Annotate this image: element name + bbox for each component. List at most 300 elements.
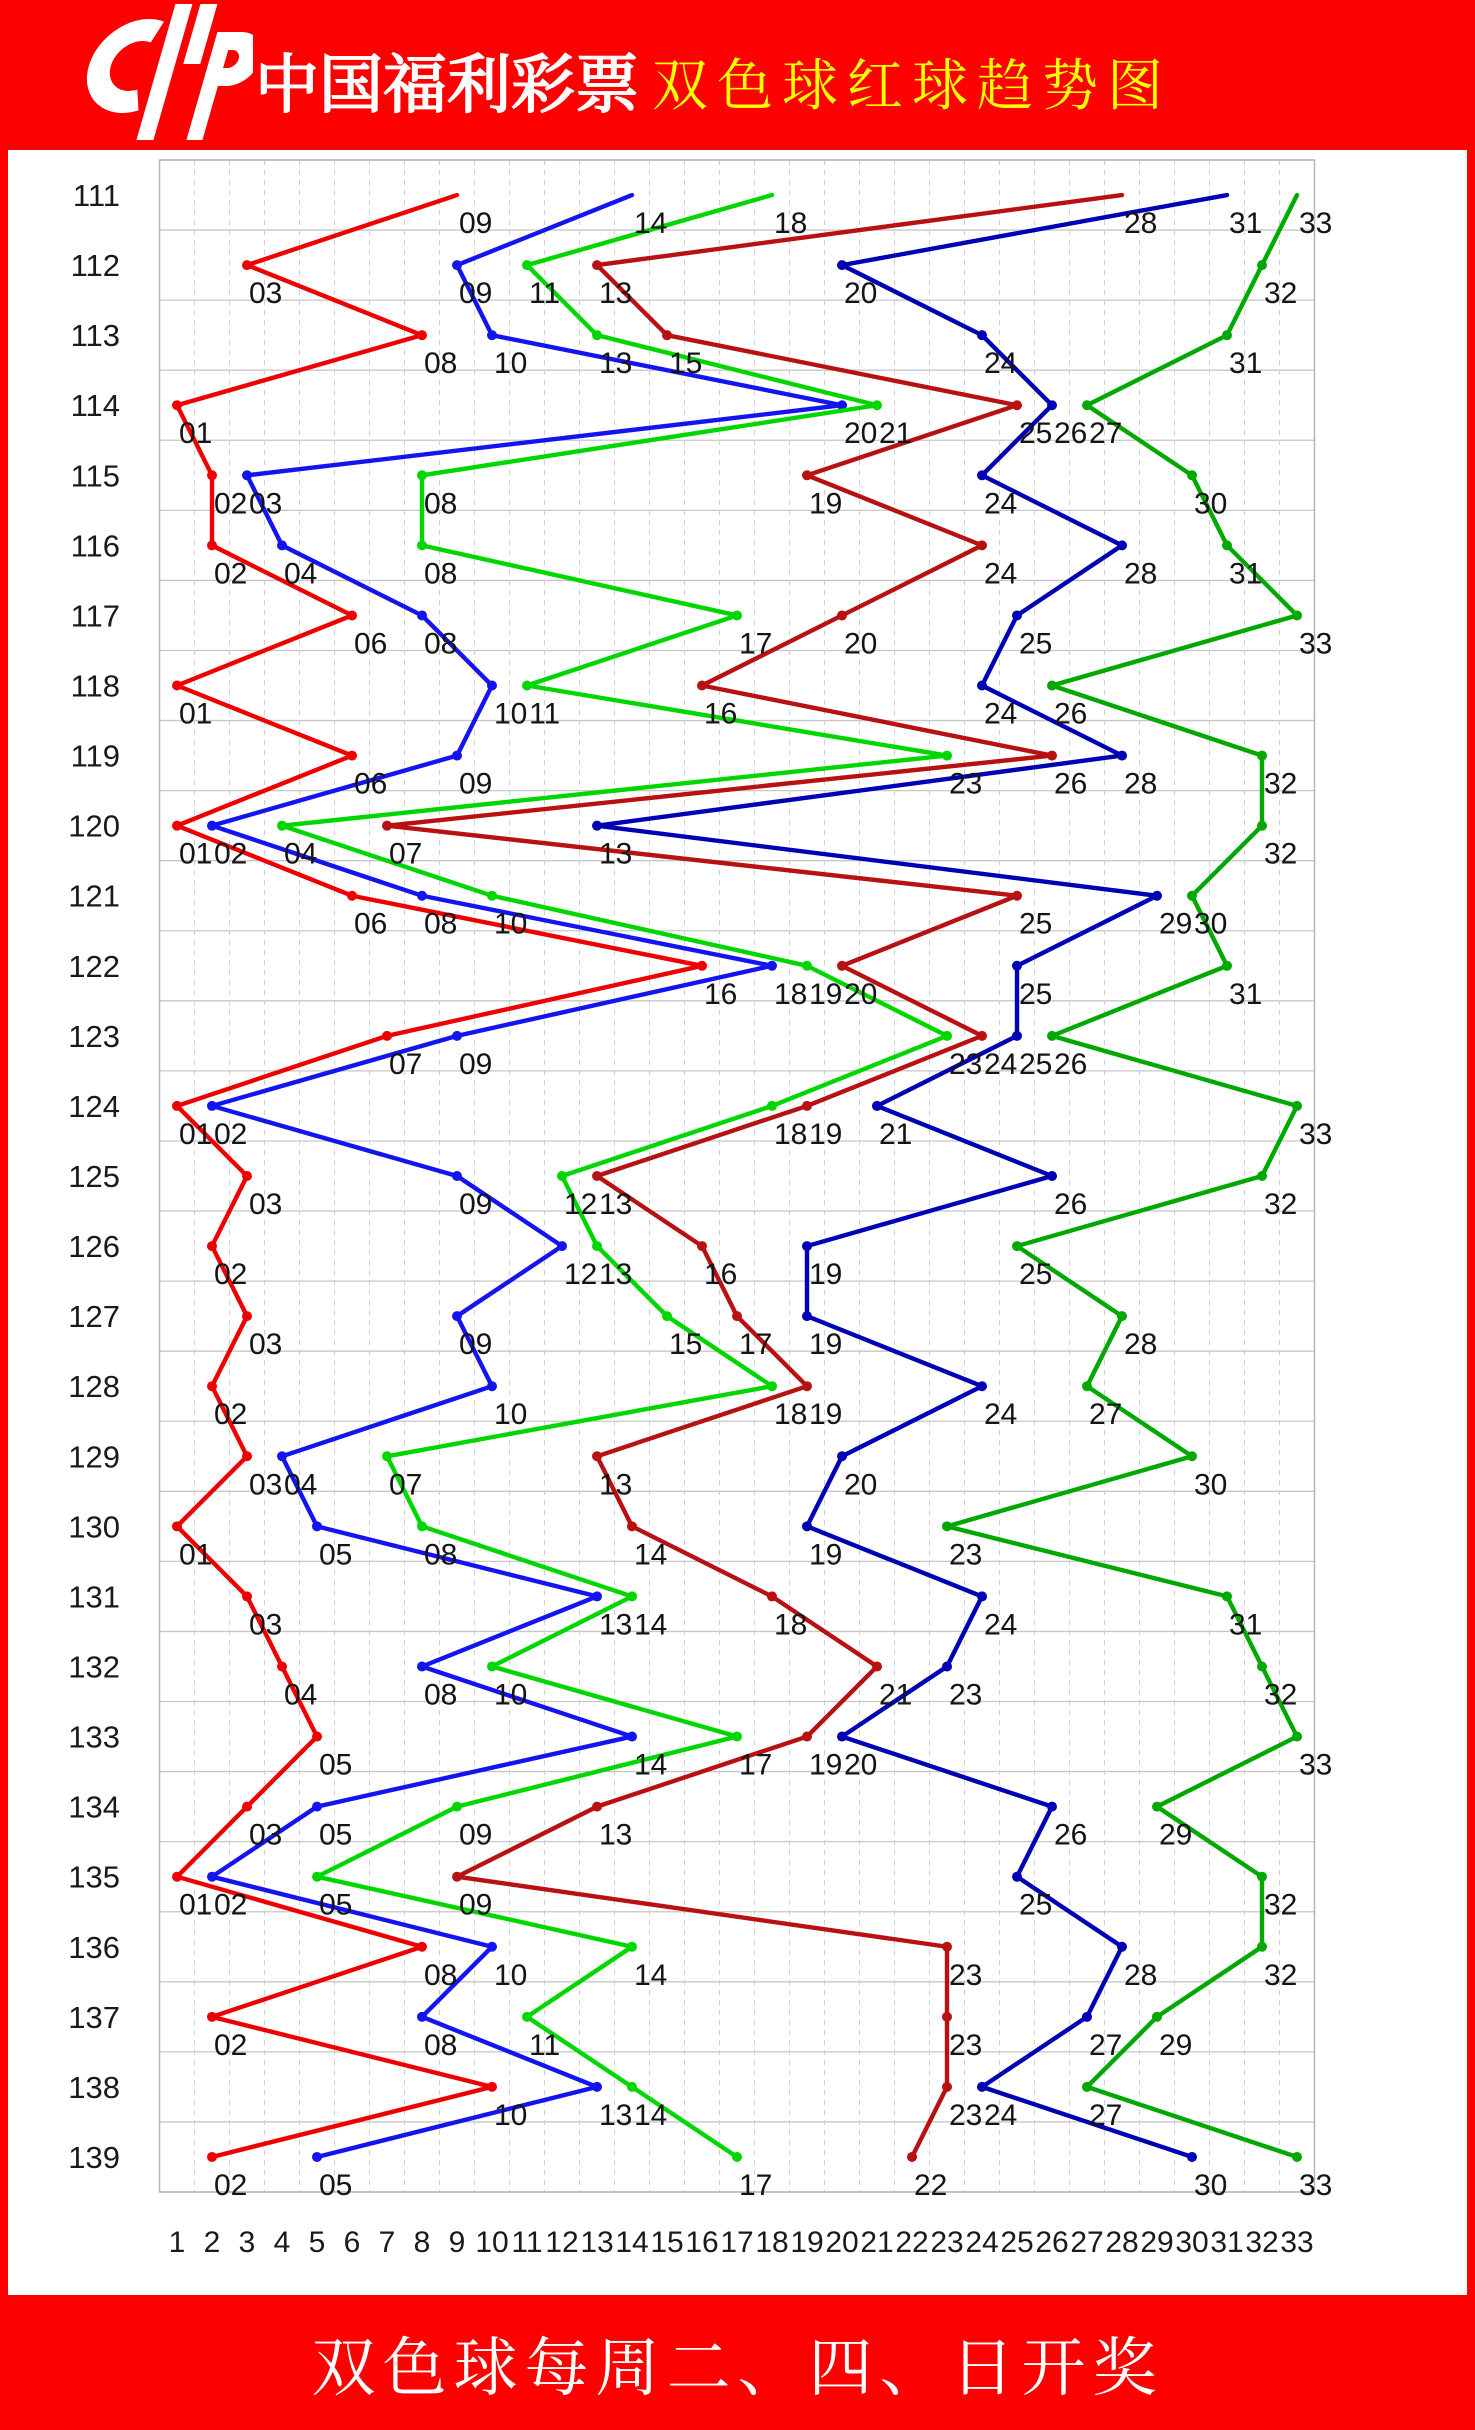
point-marker [1187, 1451, 1197, 1461]
point-marker [942, 1521, 952, 1531]
point-label: 14 [634, 207, 668, 241]
point-marker [1117, 540, 1127, 550]
point-marker [452, 1802, 462, 1812]
point-marker [312, 2152, 322, 2162]
point-label: 14 [634, 1958, 668, 1992]
point-marker [242, 470, 252, 480]
point-label: 02 [214, 2168, 248, 2202]
point-label: 24 [984, 697, 1018, 731]
period-label: 130 [68, 1509, 120, 1545]
point-marker [732, 2152, 742, 2162]
period-labels [68, 178, 120, 2175]
point-marker [592, 1171, 602, 1181]
point-marker [1047, 400, 1057, 410]
point-marker [1117, 751, 1127, 761]
point-label: 24 [984, 557, 1018, 591]
series-line-ball-2 [212, 195, 842, 2157]
point-marker [172, 400, 182, 410]
point-marker [1292, 610, 1302, 620]
point-marker [977, 540, 987, 550]
point-label: 23 [949, 2098, 983, 2132]
point-label: 09 [459, 207, 493, 241]
point-marker [1257, 1661, 1267, 1671]
point-marker [1292, 1732, 1302, 1742]
point-marker [732, 610, 742, 620]
point-label: 11 [529, 277, 561, 311]
point-marker [557, 1241, 567, 1251]
point-marker [592, 1241, 602, 1251]
point-marker [802, 1101, 812, 1111]
point-label: 24 [984, 347, 1018, 381]
footer-text: 双色球每周二、四、日开奖 [311, 2331, 1164, 2406]
point-label: 25 [1019, 1258, 1053, 1292]
point-marker [977, 1031, 987, 1041]
point-label: 16 [704, 977, 738, 1011]
point-label: 24 [984, 1398, 1018, 1432]
point-marker [592, 1451, 602, 1461]
point-label: 08 [424, 1958, 458, 1992]
point-label: 06 [354, 907, 388, 941]
period-label: 127 [68, 1299, 120, 1335]
point-marker [1047, 1802, 1057, 1812]
point-label: 15 [669, 347, 703, 381]
point-label: 13 [599, 1258, 633, 1292]
point-label: 01 [179, 697, 213, 731]
point-label: 04 [284, 1468, 318, 1502]
series-layer [172, 195, 1302, 2162]
point-marker [1047, 1171, 1057, 1181]
period-label: 135 [68, 1859, 120, 1895]
point-marker [1152, 891, 1162, 901]
point-label: 13 [599, 277, 633, 311]
point-label: 30 [1194, 2168, 1228, 2202]
point-label: 09 [459, 1328, 493, 1362]
point-label: 25 [1019, 1888, 1053, 1922]
period-label: 125 [68, 1159, 120, 1194]
point-marker [172, 1872, 182, 1882]
point-label: 18 [774, 1398, 808, 1432]
point-label: 17 [739, 1328, 773, 1362]
point-marker [242, 1311, 252, 1321]
point-label: 14 [634, 1608, 668, 1642]
cwl-logo-icon [58, 2, 253, 147]
point-marker [802, 1521, 812, 1531]
point-marker [977, 1381, 987, 1391]
point-marker [1047, 681, 1057, 691]
point-label: 32 [1264, 277, 1298, 311]
point-label: 03 [249, 487, 283, 521]
point-marker [207, 1241, 217, 1251]
point-label: 27 [1089, 1398, 1123, 1432]
point-marker [1047, 751, 1057, 761]
point-marker [382, 821, 392, 831]
point-label: 17 [739, 1748, 773, 1782]
point-marker [207, 2152, 217, 2162]
axis-label: 13 [580, 2226, 614, 2259]
period-label: 131 [68, 1579, 120, 1615]
point-label: 10 [494, 1958, 528, 1992]
point-marker [1012, 610, 1022, 620]
point-label: 01 [179, 1117, 213, 1151]
point-label: 20 [844, 627, 878, 661]
page-title: 双色球红球趋势图 [652, 54, 1172, 119]
point-marker [1187, 470, 1197, 480]
period-label: 138 [68, 2069, 120, 2105]
point-marker [452, 1031, 462, 1041]
point-marker [837, 610, 847, 620]
point-marker [732, 1732, 742, 1742]
point-label: 16 [704, 697, 738, 731]
point-marker [977, 681, 987, 691]
point-marker [417, 540, 427, 550]
point-label: 18 [774, 977, 808, 1011]
point-marker [1047, 1031, 1057, 1041]
point-marker [592, 330, 602, 340]
point-label: 21 [879, 1117, 913, 1151]
point-label: 23 [949, 1958, 983, 1992]
point-label: 16 [704, 1258, 738, 1292]
number-axis [169, 2226, 1314, 2259]
point-label: 09 [459, 1188, 493, 1221]
axis-label: 27 [1070, 2226, 1104, 2259]
point-marker [242, 260, 252, 270]
point-label: 32 [1264, 1888, 1298, 1922]
point-label: 10 [494, 2098, 528, 2132]
point-label: 03 [249, 1188, 283, 1221]
period-label: 113 [70, 318, 120, 354]
point-marker [802, 1241, 812, 1251]
point-marker [697, 1241, 707, 1251]
axis-label: 22 [895, 2226, 929, 2259]
period-label: 118 [70, 668, 120, 704]
point-marker [242, 1171, 252, 1181]
point-label: 04 [284, 1678, 318, 1712]
point-marker [1222, 1591, 1232, 1601]
point-marker [417, 1521, 427, 1531]
point-label: 26 [1054, 697, 1088, 731]
point-marker [802, 1381, 812, 1391]
point-marker [277, 540, 287, 550]
point-label: 26 [1054, 1818, 1088, 1852]
point-label: 03 [249, 277, 283, 311]
point-marker [1187, 2152, 1197, 2162]
axis-label: 10 [475, 2226, 509, 2259]
axis-label: 6 [343, 2226, 361, 2259]
point-marker [487, 330, 497, 340]
point-label: 31 [1229, 347, 1263, 381]
point-label: 24 [984, 2098, 1018, 2132]
point-label: 19 [809, 1258, 843, 1292]
point-marker [172, 821, 182, 831]
point-marker [487, 1381, 497, 1391]
point-marker [207, 821, 217, 831]
point-marker [942, 1031, 952, 1041]
axis-label: 23 [930, 2226, 964, 2259]
point-label: 02 [214, 487, 248, 521]
point-marker [277, 821, 287, 831]
axis-label: 24 [965, 2226, 999, 2259]
point-marker [417, 1942, 427, 1952]
point-label: 29 [1159, 1818, 1193, 1852]
axis-label: 21 [860, 2226, 894, 2259]
point-label: 11 [529, 697, 561, 731]
point-marker [172, 1101, 182, 1111]
point-label: 13 [599, 837, 633, 871]
point-label: 02 [214, 837, 248, 871]
axis-label: 3 [238, 2226, 256, 2259]
point-label: 10 [494, 1678, 528, 1712]
point-marker [662, 330, 672, 340]
point-label: 08 [424, 1678, 458, 1712]
axis-label: 25 [1000, 2226, 1034, 2259]
point-label: 14 [634, 1538, 668, 1572]
point-label: 09 [459, 1818, 493, 1852]
point-marker [837, 1732, 847, 1742]
point-label: 08 [424, 487, 458, 521]
point-marker [1257, 260, 1267, 270]
point-label: 19 [809, 1398, 843, 1432]
period-label: 119 [70, 738, 120, 774]
point-label: 31 [1229, 557, 1263, 591]
point-marker [207, 1872, 217, 1882]
point-label: 32 [1264, 767, 1298, 801]
point-marker [242, 1591, 252, 1601]
point-label: 09 [459, 1047, 493, 1081]
point-marker [732, 1311, 742, 1321]
point-marker [207, 470, 217, 480]
point-marker [1292, 1101, 1302, 1111]
point-marker [172, 1521, 182, 1531]
point-label: 08 [424, 2028, 458, 2062]
point-label: 08 [424, 907, 458, 941]
point-marker [1187, 891, 1197, 901]
point-label: 25 [1019, 1047, 1053, 1081]
period-label: 132 [68, 1649, 120, 1685]
point-marker [627, 2082, 637, 2092]
point-marker [1257, 821, 1267, 831]
point-label: 08 [424, 347, 458, 381]
point-marker [1117, 1311, 1127, 1321]
point-marker [592, 2082, 602, 2092]
axis-label: 20 [825, 2226, 859, 2259]
point-label: 05 [319, 1748, 353, 1782]
point-label: 13 [599, 1188, 633, 1221]
point-marker [802, 470, 812, 480]
point-label: 32 [1264, 1958, 1298, 1992]
point-label: 29 [1159, 907, 1193, 941]
point-label: 28 [1124, 1958, 1158, 1992]
point-marker [1012, 891, 1022, 901]
point-label: 03 [249, 1468, 283, 1502]
point-marker [417, 2012, 427, 2022]
point-marker [347, 891, 357, 901]
period-label: 116 [70, 528, 120, 564]
point-marker [977, 1591, 987, 1601]
axis-label: 33 [1280, 2226, 1314, 2259]
point-label: 04 [284, 557, 318, 591]
point-label: 30 [1194, 1468, 1228, 1502]
period-label: 124 [68, 1088, 120, 1124]
point-marker [627, 1591, 637, 1601]
point-label: 24 [984, 487, 1018, 521]
point-label: 09 [459, 277, 493, 311]
header [0, 0, 1475, 150]
brand-text: 中国福利彩票 [255, 49, 639, 121]
point-marker [522, 260, 532, 270]
point-marker [1257, 1872, 1267, 1882]
axis-label: 9 [448, 2226, 466, 2259]
point-marker [697, 681, 707, 691]
point-label: 02 [214, 2028, 248, 2062]
point-marker [1222, 961, 1232, 971]
point-marker [312, 1732, 322, 1742]
point-label: 07 [389, 1468, 423, 1502]
axis-label: 18 [755, 2226, 789, 2259]
point-marker [487, 1942, 497, 1952]
point-label: 13 [599, 1468, 633, 1502]
point-marker [452, 260, 462, 270]
point-label: 19 [809, 977, 843, 1011]
point-label: 10 [494, 697, 528, 731]
period-label: 129 [68, 1439, 120, 1475]
point-label: 20 [844, 277, 878, 311]
axis-label: 2 [203, 2226, 221, 2259]
point-label: 33 [1299, 627, 1333, 661]
point-marker [417, 470, 427, 480]
point-marker [312, 1872, 322, 1882]
point-marker [837, 260, 847, 270]
period-label: 111 [72, 178, 120, 214]
point-label: 24 [984, 1047, 1018, 1081]
point-label: 17 [739, 627, 773, 661]
point-label: 27 [1089, 2098, 1123, 2132]
point-marker [907, 2152, 917, 2162]
point-label: 15 [669, 1328, 703, 1362]
point-marker [277, 1661, 287, 1671]
point-label: 04 [284, 837, 318, 871]
point-label: 03 [249, 1608, 283, 1642]
axis-label: 5 [308, 2226, 326, 2259]
point-marker [1292, 2152, 1302, 2162]
period-label: 112 [70, 248, 120, 284]
point-marker [977, 470, 987, 480]
point-marker [207, 1381, 217, 1391]
point-label: 08 [424, 557, 458, 591]
point-label: 02 [214, 1398, 248, 1432]
point-label: 13 [599, 2098, 633, 2132]
point-label: 21 [879, 417, 913, 451]
point-label: 25 [1019, 907, 1053, 941]
point-label: 23 [949, 2028, 983, 2062]
point-label: 07 [389, 837, 423, 871]
point-marker [977, 2082, 987, 2092]
point-marker [487, 1661, 497, 1671]
period-label: 137 [68, 1999, 120, 2035]
axis-label: 12 [545, 2226, 579, 2259]
point-marker [592, 821, 602, 831]
point-marker [557, 1171, 567, 1181]
axis-label: 31 [1210, 2226, 1244, 2259]
point-label: 10 [494, 347, 528, 381]
point-marker [872, 1101, 882, 1111]
point-label: 33 [1299, 2168, 1333, 2202]
point-label: 05 [319, 1888, 353, 1922]
point-label: 29 [1159, 2028, 1193, 2062]
period-label: 121 [68, 878, 120, 914]
point-label: 12 [564, 1188, 598, 1221]
footer [0, 2295, 1475, 2430]
point-marker [312, 1802, 322, 1812]
point-marker [872, 1661, 882, 1671]
point-marker [837, 1451, 847, 1461]
axis-label: 15 [650, 2226, 684, 2259]
point-marker [207, 1101, 217, 1111]
point-marker [522, 2012, 532, 2022]
point-marker [592, 260, 602, 270]
point-label: 06 [354, 767, 388, 801]
point-label: 13 [599, 1608, 633, 1642]
point-label: 19 [809, 1328, 843, 1362]
point-label: 26 [1054, 767, 1088, 801]
point-marker [1222, 330, 1232, 340]
point-label: 11 [529, 2028, 561, 2062]
point-marker [1152, 2012, 1162, 2022]
point-marker [942, 1942, 952, 1952]
point-marker [487, 891, 497, 901]
axis-label: 17 [720, 2226, 754, 2259]
point-marker [1012, 400, 1022, 410]
point-marker [242, 1451, 252, 1461]
point-marker [1012, 1031, 1022, 1041]
point-label: 33 [1299, 1117, 1333, 1151]
point-label: 08 [424, 1538, 458, 1572]
point-marker [697, 961, 707, 971]
point-label: 18 [774, 1117, 808, 1151]
point-marker [1152, 1802, 1162, 1812]
point-label: 19 [809, 1117, 843, 1151]
point-label: 30 [1194, 487, 1228, 521]
point-marker [417, 610, 427, 620]
point-marker [242, 1802, 252, 1812]
point-label: 18 [774, 207, 808, 241]
point-label: 21 [879, 1678, 913, 1712]
point-label: 22 [914, 2168, 948, 2202]
point-marker [1222, 540, 1232, 550]
point-label: 33 [1299, 1748, 1333, 1782]
point-label: 09 [459, 767, 493, 801]
point-label: 28 [1124, 557, 1158, 591]
point-label: 01 [179, 1538, 213, 1572]
point-marker [767, 1591, 777, 1601]
point-marker [1257, 1171, 1267, 1181]
period-label: 134 [68, 1789, 120, 1825]
point-marker [942, 1661, 952, 1671]
trend-chart [8, 150, 1467, 2295]
axis-label: 28 [1105, 2226, 1139, 2259]
point-label: 33 [1299, 207, 1333, 241]
point-label: 23 [949, 1047, 983, 1081]
point-marker [452, 1872, 462, 1882]
point-label: 02 [214, 1888, 248, 1922]
point-marker [1082, 1381, 1092, 1391]
point-marker [837, 961, 847, 971]
axis-label: 8 [413, 2226, 431, 2259]
point-label: 31 [1229, 207, 1263, 241]
point-marker [977, 330, 987, 340]
point-label: 01 [179, 837, 213, 871]
point-label: 25 [1019, 417, 1053, 451]
point-marker [942, 2082, 952, 2092]
